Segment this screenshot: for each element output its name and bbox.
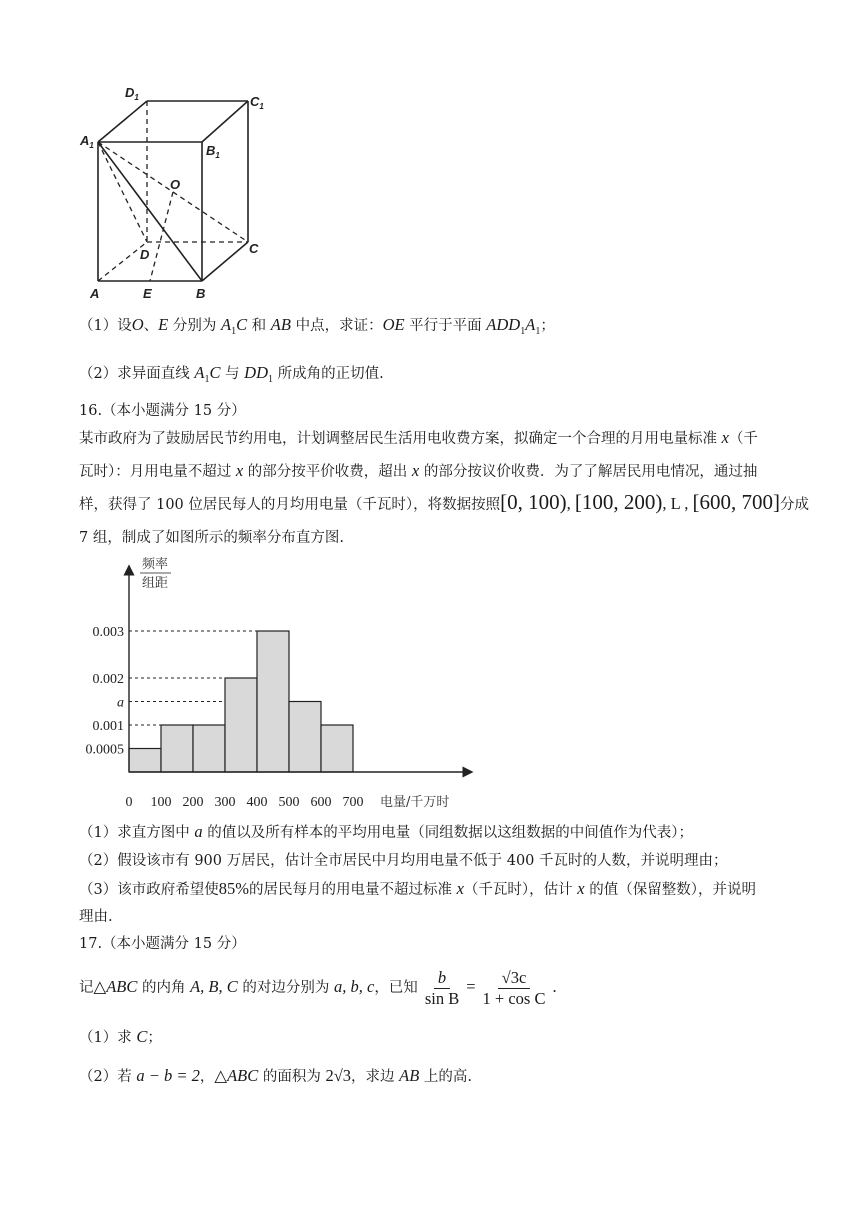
x-tick-label: 0 <box>125 795 133 810</box>
q16-line2: 瓦时）：月用电量不超过 x 的部分按平价收费，超出 x 的部分按议价收费．为了了解居民用电情况，通过抽 <box>79 461 758 480</box>
y-tick-label: 0.002 <box>92 672 124 687</box>
q15-part2: （2）求异面直线 $A_1C$ 与 $DD_1$ 所成角的正切值. <box>79 363 384 385</box>
q15-part1: （1）设O、E 分别为 $A_1C$ 和 AB 中点，求证：OE 平行于平面 $ADD_1A_1$； <box>79 315 555 337</box>
label-A: A <box>90 286 100 301</box>
x-tick-label: 500 <box>278 795 300 810</box>
label-D1: $D_1$ <box>125 85 139 102</box>
q17-part1: （1）求 C； <box>79 1027 162 1046</box>
q16-sub2: （2）假设该市有 900 万居民，估计全市居民中月均用电量不低于 400 千瓦时的人数，并说明理由； <box>79 853 728 869</box>
q16-line1: 某市政府为了鼓励居民节约用电，计划调整居民生活用电收费方案，拟确定一个合理的月用电量标准 x（千 <box>79 428 758 447</box>
histogram-bar <box>257 631 289 772</box>
x-title: 电量/千万时 <box>380 795 450 810</box>
x-tick-label: 600 <box>310 795 332 810</box>
label-D: D <box>140 247 150 262</box>
histogram-bar <box>161 725 193 772</box>
y-tick-label: 0.001 <box>92 719 124 734</box>
histogram-bar <box>289 702 321 773</box>
q16-sub3-cont: 理由. <box>79 909 113 925</box>
fraction-sqrt3c-over-1pluscosC: $\frac{√3c}{\text{1 + cos C}}$ <box>482 967 546 1008</box>
q16-line4: 7 组，制成了如图所示的频率分布直方图. <box>79 530 344 546</box>
x-tick-label: 700 <box>342 795 364 810</box>
label-O: O <box>170 177 181 192</box>
q17-line1: 记△ABC 的内角 A, B, C 的对边分别为 a, b, c，已知 $\frac{b}{\text{sin B}}$ = $\frac{√3c}{\text{1 + cos C}}$ . <box>79 967 557 1008</box>
q17-part2: （2）若 a − b = 2，△ABC 的面积为 2√3，求边 AB 上的高. <box>79 1066 473 1085</box>
label-B1: $B_1$ <box>206 143 220 160</box>
label-B: B <box>196 286 206 301</box>
histogram-bar <box>321 725 353 772</box>
x-tick-label: 200 <box>182 795 204 810</box>
q16-sub3: （3）该市政府希望使85%的居民每月的用电量不超过标准 x（千瓦时），估计 x 的值（保留整数），并说明 <box>79 879 756 898</box>
x-tick-label: 300 <box>214 795 236 810</box>
y-tick-label: 0.003 <box>92 625 124 640</box>
histogram-bar <box>129 749 161 773</box>
q16-sub1: （1）求直方图中 a 的值以及所有样本的平均用电量（同组数据以这组数据的中间值作为代表）； <box>79 822 693 841</box>
y-tick-label: a <box>117 695 124 711</box>
histogram-bar <box>225 678 257 772</box>
q16-line3: 样，获得了 100 位居民每人的月均用电量（千瓦时），将数据按照[0, 100), [100, 200), L , [600, 700]分成 <box>79 490 809 514</box>
y-title-bottom: 组距 <box>142 576 169 591</box>
y-title-top: 频率 <box>142 557 169 572</box>
x-tick-label: 100 <box>150 795 172 810</box>
fraction-b-over-sinB: $\frac{b}{\text{sin B}}$ <box>424 967 460 1008</box>
y-tick-label: 0.0005 <box>85 742 124 758</box>
cuboid-figure <box>75 85 290 307</box>
label-C1: $C_1$ <box>250 94 264 111</box>
q16-heading: 16.（本小题满分 15 分） <box>79 403 246 419</box>
q17-heading: 17.（本小题满分 15 分） <box>79 936 246 952</box>
histogram-bar <box>193 725 225 772</box>
label-E: E <box>143 286 152 301</box>
label-C: C <box>249 241 259 256</box>
frequency-histogram <box>80 556 480 814</box>
x-tick-label: 400 <box>246 795 268 810</box>
label-A1: $A_1$ <box>80 133 94 150</box>
